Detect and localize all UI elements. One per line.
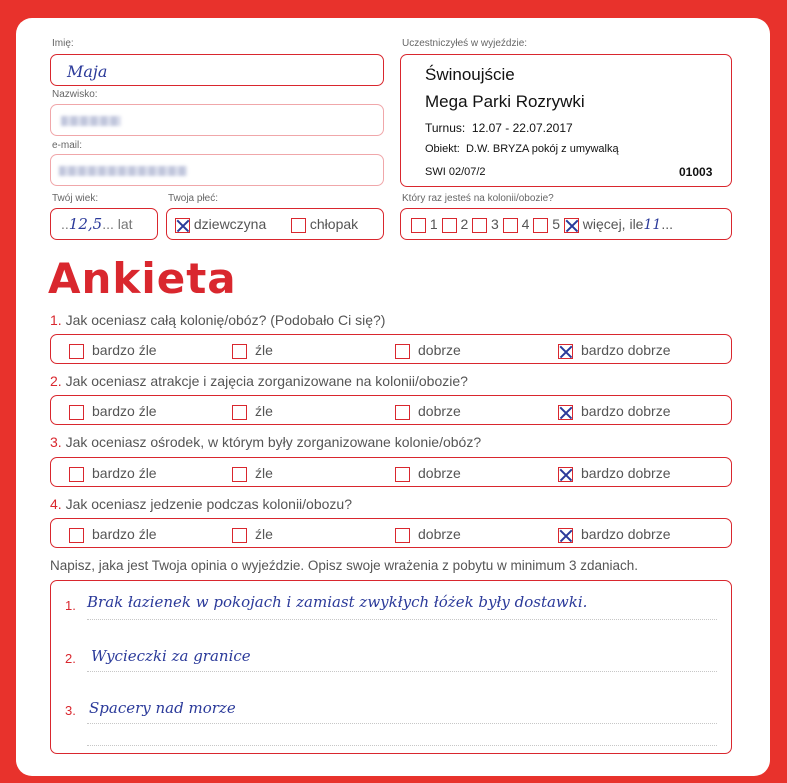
trip-number: 01003 (679, 165, 713, 179)
option-zle[interactable]: źle (232, 526, 273, 543)
age-field[interactable]: ..12,5... lat (50, 208, 158, 240)
opinion-prompt: Napisz, jaka jest Twoja opinia o wyjeździe. Opisz swoje wrażenia z pobytu w minimum 3 zdaniach. (50, 558, 639, 573)
trip-obiekt: Obiekt: D.W. BRYZA pokój z umywalką (425, 143, 619, 155)
opinion-line-number: 1. (65, 598, 76, 613)
question-2-options (50, 395, 732, 425)
checkbox-checked[interactable] (558, 528, 573, 543)
gender-field (166, 208, 384, 240)
checkbox[interactable] (291, 218, 306, 233)
age-label: Twój wiek: (52, 193, 99, 204)
checkbox-checked[interactable] (558, 405, 573, 420)
email-label: e-mail: (52, 140, 83, 151)
checkbox-checked[interactable] (558, 344, 573, 359)
gender-option-girl[interactable]: dziewczyna (175, 216, 266, 233)
option-dobrze[interactable]: dobrze (395, 342, 461, 359)
option-bardzo-dobrze[interactable]: bardzo dobrze (558, 526, 671, 543)
times-options: 1 2 3 4 5 więcej, ile11... (411, 216, 673, 233)
trip-city: Świnoujście (425, 65, 515, 84)
trip-park: Mega Parki Rozrywki (425, 92, 585, 111)
checkbox[interactable] (472, 218, 487, 233)
email-field[interactable] (50, 154, 384, 186)
question-3: 3. Jak oceniasz ośrodek, w którym były zorganizowane kolonie/obóz? (50, 434, 482, 450)
checkbox-checked[interactable] (175, 218, 190, 233)
checkbox[interactable] (411, 218, 426, 233)
times-field (400, 208, 732, 240)
question-1: 1. Jak oceniasz całą kolonię/obóz? (Podobało Ci się?) (50, 312, 386, 328)
opinion-line-1: Brak łazienek w pokojach i zamiast zwykłych łóżek były dostawki. (87, 593, 588, 611)
question-4: 4. Jak oceniasz jedzenie podczas kolonii/obozu? (50, 496, 352, 512)
option-bardzo-zle[interactable]: bardzo źle (69, 403, 157, 420)
checkbox-checked[interactable] (558, 467, 573, 482)
name-label: Imię: (52, 38, 74, 49)
option-bardzo-zle[interactable]: bardzo źle (69, 465, 157, 482)
opinion-box[interactable] (50, 580, 732, 754)
option-zle[interactable]: źle (232, 342, 273, 359)
question-3-options (50, 457, 732, 487)
writing-line (87, 619, 717, 620)
age-value: 12,5 (68, 215, 103, 233)
name-value: Maja (67, 62, 108, 81)
surname-field[interactable] (50, 104, 384, 136)
trip-label: Uczestniczyłeś w wyjeździe: (402, 38, 528, 49)
option-dobrze[interactable]: dobrze (395, 403, 461, 420)
gender-label: Twoja płeć: (168, 193, 219, 204)
checkbox[interactable] (442, 218, 457, 233)
trip-code: SWI 02/07/2 (425, 166, 486, 178)
times-label: Który raz jesteś na kolonii/obozie? (402, 193, 554, 204)
checkbox[interactable] (503, 218, 518, 233)
age-unit: lat (117, 216, 133, 232)
checkbox[interactable] (533, 218, 548, 233)
question-4-options (50, 518, 732, 548)
option-zle[interactable]: źle (232, 465, 273, 482)
opinion-line-3: Spacery nad morze (89, 699, 236, 717)
email-redacted (59, 166, 187, 176)
option-dobrze[interactable]: dobrze (395, 526, 461, 543)
question-1-options (50, 334, 732, 364)
option-bardzo-zle[interactable]: bardzo źle (69, 526, 157, 543)
opinion-line-number: 3. (65, 703, 76, 718)
option-bardzo-dobrze[interactable]: bardzo dobrze (558, 403, 671, 420)
trip-turnus: Turnus: 12.07 - 22.07.2017 (425, 121, 573, 135)
name-field[interactable] (50, 54, 384, 86)
option-zle[interactable]: źle (232, 403, 273, 420)
option-dobrze[interactable]: dobrze (395, 465, 461, 482)
survey-title: Ankieta (48, 254, 237, 303)
gender-option-boy[interactable]: chłopak (291, 216, 358, 233)
option-bardzo-zle[interactable]: bardzo źle (69, 342, 157, 359)
opinion-line-2: Wycieczki za granice (91, 647, 251, 665)
times-value: 11 (643, 217, 662, 233)
trip-box (400, 54, 732, 187)
writing-line (87, 723, 717, 724)
opinion-line-number: 2. (65, 651, 76, 666)
option-bardzo-dobrze[interactable]: bardzo dobrze (558, 465, 671, 482)
surname-redacted (61, 116, 121, 126)
option-bardzo-dobrze[interactable]: bardzo dobrze (558, 342, 671, 359)
surname-label: Nazwisko: (52, 89, 98, 100)
writing-line (87, 745, 717, 746)
question-2: 2. Jak oceniasz atrakcje i zajęcia zorganizowane na kolonii/obozie? (50, 373, 468, 389)
checkbox-checked[interactable] (564, 218, 579, 233)
writing-line (87, 671, 717, 672)
